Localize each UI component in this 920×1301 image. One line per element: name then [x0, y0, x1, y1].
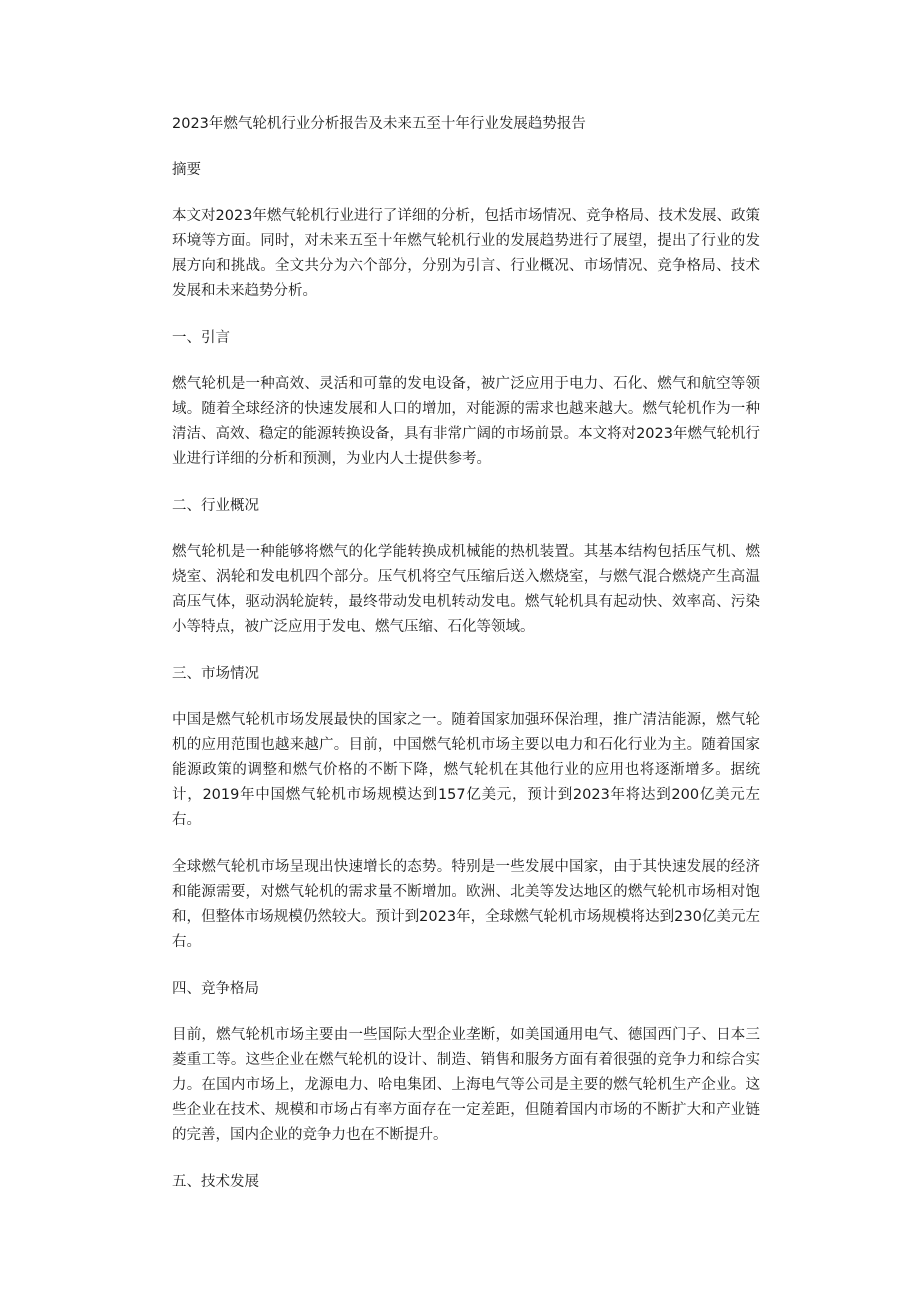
competitive-landscape-paragraph: 目前，燃气轮机市场主要由一些国际大型企业垄断，如美国通用电气、德国西门子、日本三菱重工等。这些企业在燃气轮机的设计、制造、销售和服务方面有着很强的竞争力和综合实力。在国内市场上，龙源电力、哈电集团、上海电气等公司是主要的燃气轮机生产企业。这些企业在技术、规模和市场占有率方面存在一定差距，但随着国内市场的不断扩大和产业链的完善，国内企业的竞争力也在不断提升。 [172, 1027, 760, 1143]
section-heading-market-situation: 三、市场情况 [172, 666, 259, 682]
section-heading-technology-development: 五、技术发展 [172, 1174, 259, 1190]
section-heading-competitive-landscape: 四、竞争格局 [172, 981, 259, 997]
market-situation-paragraph-china: 中国是燃气轮机市场发展最快的国家之一。随着国家加强环保治理，推广清洁能源，燃气轮机的应用范围也越来越广。目前，中国燃气轮机市场主要以电力和石化行业为主。随着国家能源政策的调整和燃气价格的不断下降，燃气轮机在其他行业的应用也将逐渐增多。据统计，2019年中国燃气轮机市场规模达到157亿美元，预计到2023年将达到200亿美元左右。 [172, 712, 760, 828]
document-title: 2023年燃气轮机行业分析报告及未来五至十年行业发展趋势报告 [172, 116, 586, 132]
section-heading-industry-overview: 二、行业概况 [172, 498, 259, 514]
abstract-paragraph: 本文对2023年燃气轮机行业进行了详细的分析，包括市场情况、竞争格局、技术发展、政策环境等方面。同时，对未来五至十年燃气轮机行业的发展趋势进行了展望，提出了行业的发展方向和挑战。全文共分为六个部分，分别为引言、行业概况、市场情况、竞争格局、技术发展和未来趋势分析。 [172, 208, 760, 299]
introduction-paragraph: 燃气轮机是一种高效、灵活和可靠的发电设备，被广泛应用于电力、石化、燃气和航空等领域。随着全球经济的快速发展和人口的增加，对能源的需求也越来越大。燃气轮机作为一种清洁、高效、稳定的能源转换设备，具有非常广阔的市场前景。本文将对2023年燃气轮机行业进行详细的分析和预测，为业内人士提供参考。 [172, 376, 760, 467]
market-situation-paragraph-global: 全球燃气轮机市场呈现出快速增长的态势。特别是一些发展中国家，由于其快速发展的经济和能源需要，对燃气轮机的需求量不断增加。欧洲、北美等发达地区的燃气轮机市场相对饱和，但整体市场规模仍然较大。预计到2023年，全球燃气轮机市场规模将达到230亿美元左右。 [172, 859, 760, 950]
document-body [172, 112, 760, 1216]
section-heading-introduction: 一、引言 [172, 330, 230, 346]
industry-overview-paragraph: 燃气轮机是一种能够将燃气的化学能转换成机械能的热机装置。其基本结构包括压气机、燃烧室、涡轮和发电机四个部分。压气机将空气压缩后送入燃烧室，与燃气混合燃烧产生高温高压气体，驱动涡轮旋转，最终带动发电机转动发电。燃气轮机具有起动快、效率高、污染小等特点，被广泛应用于发电、燃气压缩、石化等领域。 [172, 544, 760, 635]
abstract-heading: 摘要 [172, 162, 201, 178]
